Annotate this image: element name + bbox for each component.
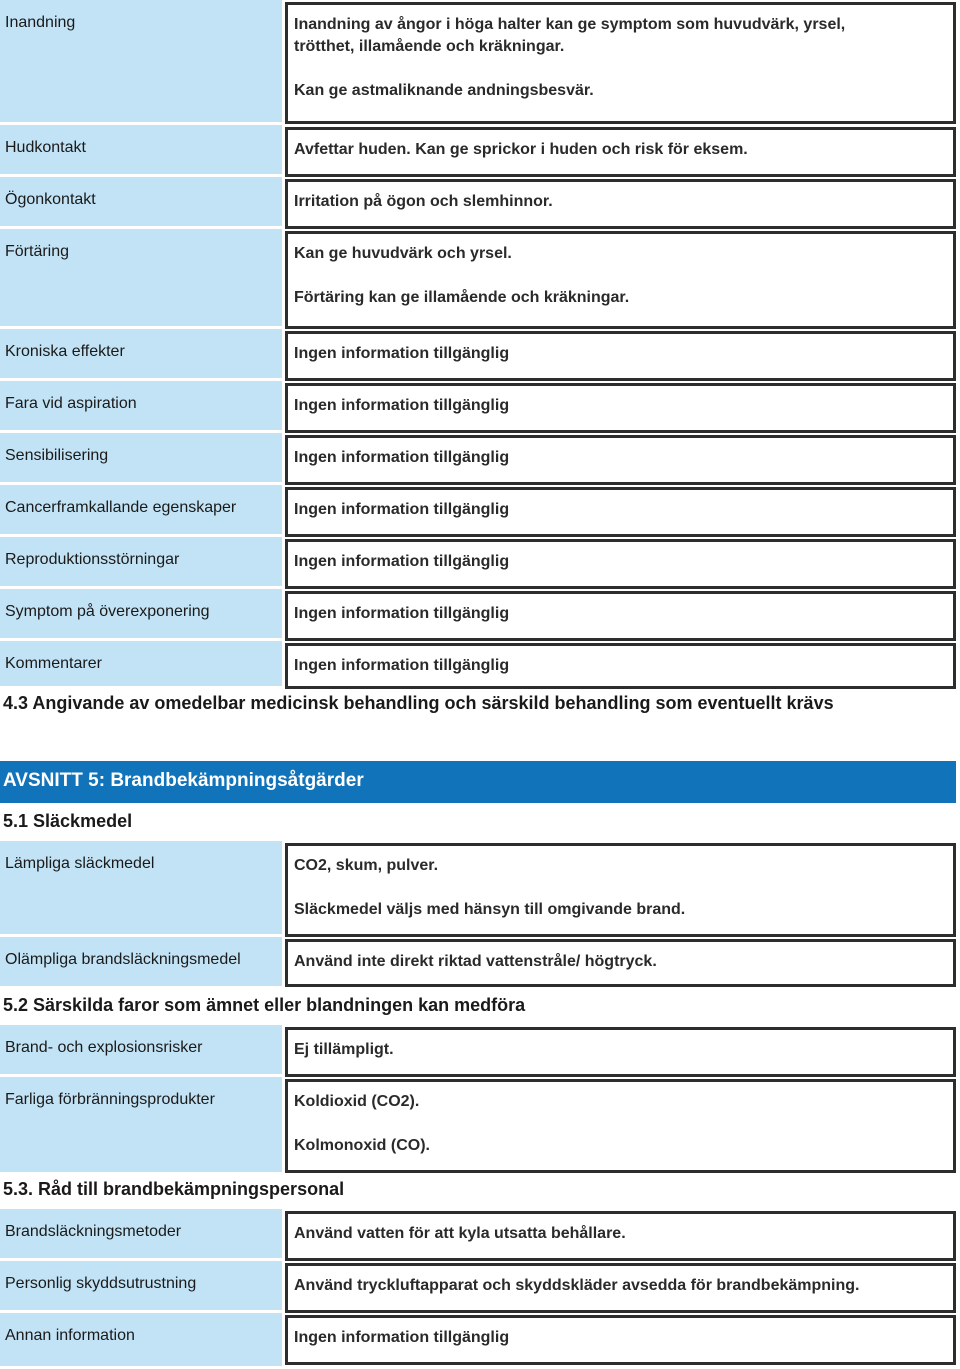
label-kroniska-effekter: Kroniska effekter [0, 329, 282, 378]
value-reproduktionsstorningar [285, 539, 956, 589]
value-brand-och-explosionsrisker [285, 1027, 956, 1077]
value-line: Kan ge huvudvärk och yrsel. [294, 245, 512, 262]
value-spacer [294, 877, 953, 899]
label-reproduktionsstorningar: Reproduktionsstörningar [0, 537, 282, 586]
value-brandslackningsmetoder [285, 1211, 956, 1261]
value-olampliga-brandslackningsmedel [285, 939, 956, 987]
value-inandning [285, 2, 956, 124]
label-hudkontakt: Hudkontakt [0, 125, 282, 174]
heading-5-1: 5.1 Släckmedel [3, 811, 133, 831]
value-line: Koldioxid (CO2). [294, 1093, 420, 1110]
label-brandslackningsmetoder: Brandsläckningsmetoder [0, 1209, 282, 1258]
value-spacer [294, 58, 953, 80]
label-inandning: Inandning [0, 0, 282, 122]
value-line: Ingen information tillgänglig [294, 449, 510, 466]
value-ogonkontakt [285, 179, 956, 229]
value-spacer [294, 265, 953, 287]
value-kroniska-effekter [285, 331, 956, 381]
value-symptom-pa-overexponering [285, 591, 956, 641]
value-line: Inandning av ångor i höga halter kan ge symptom som huvudvärk, yrsel, [294, 16, 846, 33]
heading-4-3: 4.3 Angivande av omedelbar medicinsk behandling och särskild behandling som eventuellt krävs [3, 693, 834, 713]
value-kommentarer [285, 643, 956, 689]
value-line: Ingen information tillgänglig [294, 553, 510, 570]
label-kommentarer: Kommentarer [0, 641, 282, 686]
value-line: Avfettar huden. Kan ge sprickor i huden och risk för eksem. [294, 141, 748, 158]
label-symptom-pa-overexponering: Symptom på överexponering [0, 589, 282, 638]
heading-5-3: 5.3. Råd till brandbekämpningspersonal [3, 1179, 345, 1199]
value-line: CO2, skum, pulver. [294, 857, 439, 874]
value-farliga-forbranningsprodukter [285, 1079, 956, 1173]
value-line: Ingen information tillgänglig [294, 1329, 510, 1346]
value-personlig-skyddsutrustning [285, 1263, 956, 1313]
section5-banner: AVSNITT 5: Brandbekämpningsåtgärder [0, 761, 956, 803]
value-line: Ingen information tillgänglig [294, 657, 510, 674]
label-fortaring: Förtäring [0, 229, 282, 326]
label-brand-och-explosionsrisker: Brand- och explosionsrisker [0, 1025, 282, 1074]
value-line: Kan ge astmaliknande andningsbesvär. [294, 82, 594, 99]
value-line: Släckmedel väljs med hänsyn till omgivande brand. [294, 901, 686, 918]
heading-5-2: 5.2 Särskilda faror som ämnet eller blandningen kan medföra [3, 995, 526, 1015]
value-line: Ej tillämpligt. [294, 1041, 394, 1058]
label-farliga-forbranningsprodukter: Farliga förbränningsprodukter [0, 1077, 282, 1172]
value-fara-vid-aspiration [285, 383, 956, 433]
value-line: Använd vatten för att kyla utsatta behållare. [294, 1225, 626, 1242]
value-annan-information [285, 1315, 956, 1365]
value-fortaring [285, 231, 956, 329]
label-sensibilisering: Sensibilisering [0, 433, 282, 482]
value-line: Ingen information tillgänglig [294, 397, 510, 414]
value-lampliga-slackmedel [285, 843, 956, 937]
value-line: Ingen information tillgänglig [294, 605, 510, 622]
label-fara-vid-aspiration: Fara vid aspiration [0, 381, 282, 430]
value-line: Använd inte direkt riktad vattenstråle/ högtryck. [294, 953, 657, 970]
value-line: Använd tryckluftapparat och skyddskläder avsedda för brandbekämpning. [294, 1277, 860, 1294]
value-line: Irritation på ögon och slemhinnor. [294, 193, 553, 210]
value-line: Kolmonoxid (CO). [294, 1137, 430, 1154]
label-lampliga-slackmedel: Lämpliga släckmedel [0, 841, 282, 934]
value-spacer [294, 1113, 953, 1135]
label-olampliga-brandslackningsmedel: Olämpliga brandsläckningsmedel [0, 937, 282, 986]
label-personlig-skyddsutrustning: Personlig skyddsutrustning [0, 1261, 282, 1310]
value-line: Ingen information tillgänglig [294, 345, 510, 362]
value-line: Förtäring kan ge illamående och kräkningar. [294, 289, 630, 306]
value-hudkontakt [285, 127, 956, 177]
value-line: trötthet, illamående och kräkningar. [294, 38, 565, 55]
label-cancerframkallande-egenskaper: Cancerframkallande egenskaper [0, 485, 282, 534]
label-ogonkontakt: Ögonkontakt [0, 177, 282, 226]
value-sensibilisering [285, 435, 956, 485]
value-cancerframkallande-egenskaper [285, 487, 956, 537]
value-line: Ingen information tillgänglig [294, 501, 510, 518]
label-annan-information: Annan information [0, 1313, 282, 1366]
